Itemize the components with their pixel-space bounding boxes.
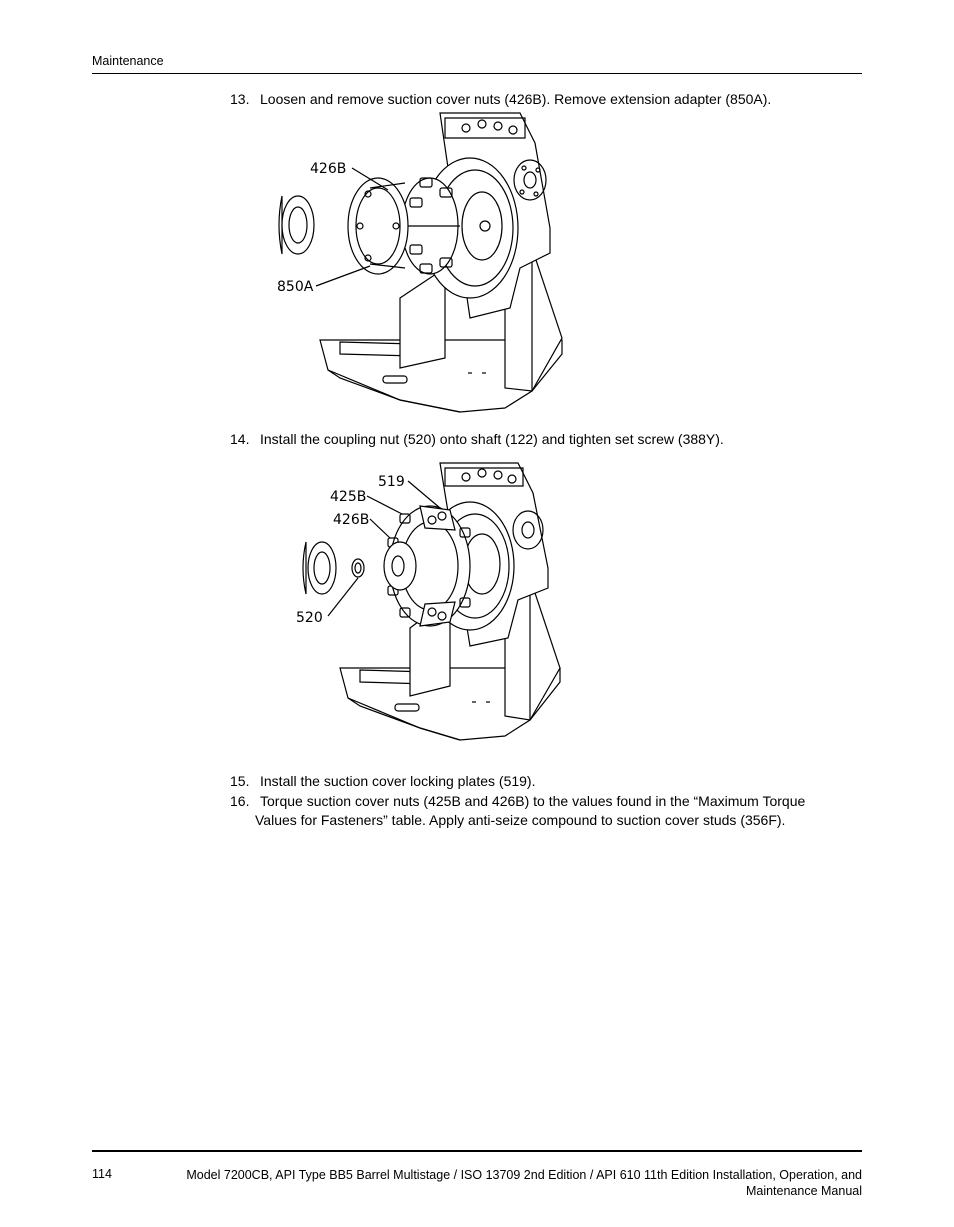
- step-number: 15.: [230, 773, 250, 789]
- page-number: 114: [92, 1167, 112, 1181]
- step-16: [230, 792, 805, 830]
- callout-850a: 850A: [277, 279, 314, 295]
- footer-rule: [92, 1150, 862, 1152]
- manual-title: [128, 1167, 862, 1199]
- manual-title-line1: Model 7200CB, API Type BB5 Barrel Multistage / ISO 13709 2nd Edition / API 610 11th Edition Installation, Operation, and: [186, 1168, 862, 1182]
- step-number: 16.: [230, 793, 250, 809]
- step-text: Install the suction cover locking plates (519).: [260, 773, 536, 789]
- step-text: Loosen and remove suction cover nuts (426B). Remove extension adapter (850A).: [260, 91, 772, 107]
- step-13: [230, 90, 771, 109]
- callout-520: 520: [296, 610, 323, 626]
- callout-426b: 426B: [310, 161, 347, 177]
- figure-suction-cover-removal: [270, 108, 580, 423]
- step-text-line1: Torque suction cover nuts (425B and 426B) to the values found in the “Maximum Torque: [260, 793, 806, 809]
- figure-coupling-nut-install: [290, 458, 580, 750]
- step-15: [230, 772, 535, 791]
- callout-519: 519: [378, 474, 405, 490]
- step-text: Install the coupling nut (520) onto shaft (122) and tighten set screw (388Y).: [260, 431, 724, 447]
- callout-425b: 425B: [330, 489, 367, 505]
- manual-title-line2: Maintenance Manual: [745, 1184, 862, 1198]
- step-number: 14.: [230, 431, 250, 447]
- header-section: Maintenance: [92, 54, 164, 68]
- step-text-line2: Values for Fasteners” table. Apply anti-seize compound to suction cover studs (356F).: [255, 812, 786, 828]
- step-number: 13.: [230, 91, 250, 107]
- header-rule: [92, 73, 862, 74]
- step-14: [230, 430, 724, 449]
- callout-426b: 426B: [333, 512, 370, 528]
